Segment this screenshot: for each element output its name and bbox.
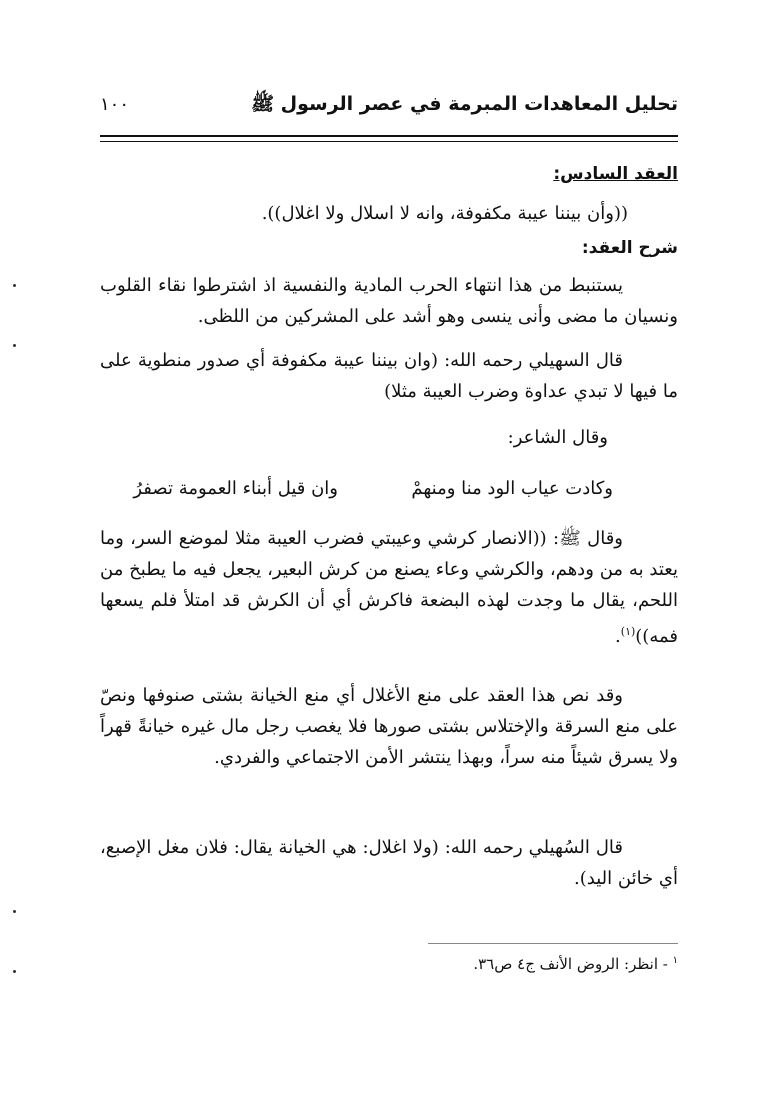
- verse-second-hemistich: وان قيل أبناء العمومة تصفرُ: [133, 478, 338, 499]
- footnote-text: - انظر: الروض الأنف ج٤ ص٣٦.: [473, 955, 668, 973]
- margin-dot: [13, 284, 16, 287]
- paragraph-1: يستنبط من هذا انتهاء الحرب المادية والنفسية اذ اشترطوا نقاء القلوب ونسيان ما مضى وأنى ينسى وهو أشد على المشركين من اللظى.: [100, 275, 678, 327]
- running-header: [100, 92, 678, 126]
- page-number: ١٠٠: [100, 94, 130, 115]
- paragraph-4: وقد نص هذا العقد على منع الأغلال أي منع الخيانة بشتى صنوفها ونصّ على منع السرقة والإختلاس بشتى صورها فلا يغصب رجل مال غيره خيانةً قهراً ولا يسرق شيئاً منه سراً، وبهذا ينتشر الأمن الاجتماعي والفردي.: [100, 685, 678, 768]
- footnote-separator: [428, 943, 678, 944]
- verse-first-hemistich: وكادت عياب الود منا ومنهمْ: [411, 478, 613, 499]
- paragraph-2: قال السهيلي رحمه الله: (وان بيننا عيبة مكفوفة أي صدور منطوية على ما فيها لا تبدي عداوة وضرب العيبة مثلا): [100, 350, 678, 402]
- explanation-title: شرح العقد:: [581, 238, 678, 258]
- margin-dot: [13, 970, 16, 973]
- contract-heading-block: [100, 158, 678, 190]
- paragraph-3: وقال ﷺ: ((الانصار كرشي وعيبتي فضرب العيبة مثلا لموضع السر، وما يعتد به من ودهم، والكرشي وعاء يصنع من كرش البعير، يجعل فيه ما يطبخ من اللحم، يقال ما وجدت لهذه البضعة فاكرش أي أن الكرش قد امتلأ فلم يسعها فمه))$^{(١)}$.: [100, 528, 678, 647]
- footnote-marker: ١: [672, 955, 678, 966]
- poet-intro: وقال الشاعر:: [507, 427, 608, 448]
- header-title: تحليل المعاهدات المبرمة في عصر الرسول ﷺ: [251, 93, 678, 115]
- explanation-heading-block: [100, 232, 678, 264]
- header-rule-thin: [100, 141, 678, 142]
- contract-title: العقد السادس:: [553, 164, 678, 184]
- contract-text-block: [100, 198, 678, 229]
- footnote: [100, 955, 678, 973]
- paragraph-3-text: وقال ﷺ: ((الانصار كرشي وعيبتي فضرب العيبة مثلا لموضع السر، وما يعتد به من ودهم، والكرشي وعاء يصنع من كرش البعير، يجعل فيه ما يطبخ من اللحم، يقال ما وجدت لهذه البضعة فاكرش أي أن الكرش قد امتلأ فلم يسعها فمه)): [100, 528, 678, 647]
- footnote-reference: (١): [620, 625, 636, 638]
- margin-dot: [13, 910, 16, 913]
- contract-text: ((وأن بيننا عيبة مكفوفة، وانه لا اسلال ولا اغلال)).: [261, 203, 628, 224]
- paragraph-5: قال السُهيلي رحمه الله: (ولا اغلال: هي الخيانة يقال: فلان مغل الإصبع، أي خائن اليد).: [100, 837, 678, 889]
- header-rule-thick: [100, 135, 678, 137]
- margin-dot: [13, 344, 16, 347]
